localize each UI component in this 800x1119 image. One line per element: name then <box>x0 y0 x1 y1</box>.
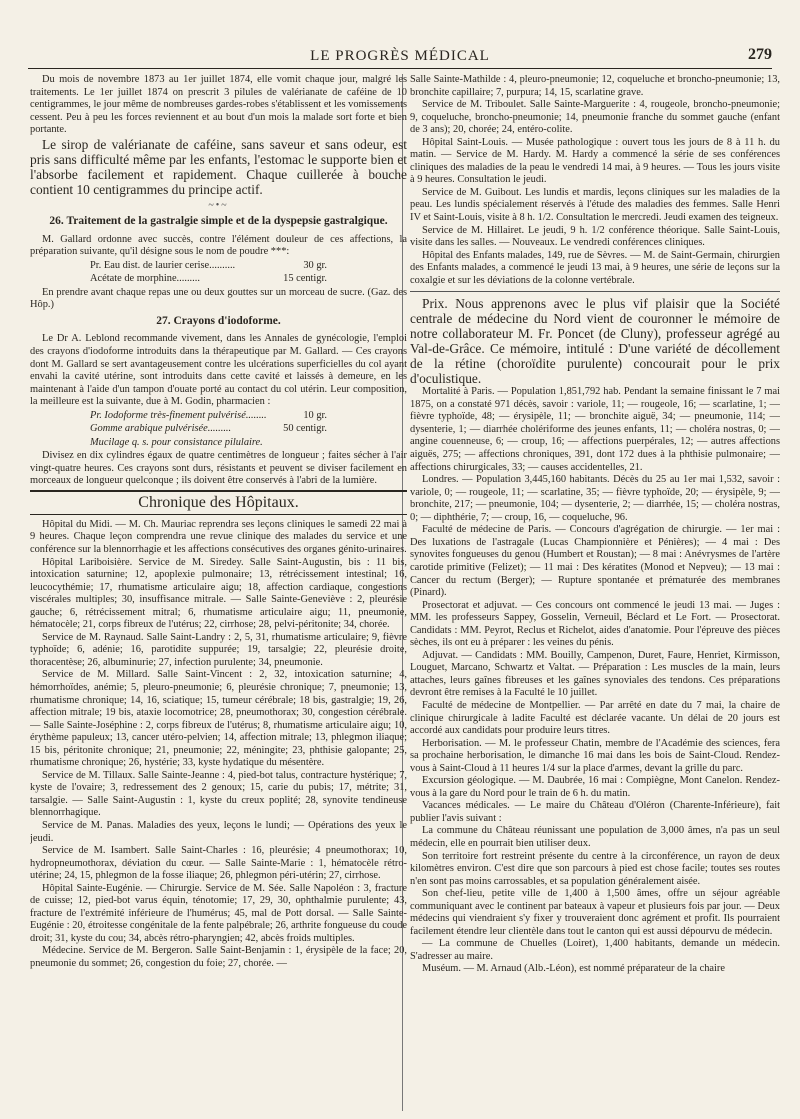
formula-ingredient: Acétate de morphine......... <box>90 273 200 285</box>
formula-line <box>90 423 407 436</box>
section-26-title: 26. Traitement de la gastralgie simple et de la dyspepsie gastralgique. <box>49 215 388 228</box>
page-number: 279 <box>748 46 772 63</box>
medical-vacancies-news: — La commune de Chuelles (Loiret), 1,400 habitants, demande un médecin. S'adresser au maire. <box>410 938 780 962</box>
faculty-paris-news: Prosectorat et adjuvat. — Ces concours ont commencé le jeudi 13 mai. — Juges : MM. les professeurs Sappey, Gosselin, Verneuil, Béclard et Le Fort. — Prosectorat. Candidats : MM. Peyrot, Reclus et Richelot, aides d'anatomie. Pour l'épreuve des pièces sèches, ils ont eu à préparer : les veines du pénis. <box>410 599 780 649</box>
formula-line <box>90 410 407 423</box>
page-header <box>28 46 772 69</box>
formula-line <box>90 273 407 286</box>
chronicle-title: Chronique des Hôpitaux. <box>30 490 407 515</box>
prize-announcement: Prix. Nous apprenons avec le plus vif plaisir que la Société centrale de médecine du Nord vient de couronner le mémoire de notre collaborateur M. Fr. Poncet (de Cluny), professeur agrégé au Val-de-Grâce. Ce mémoire, intitulé : D'une variété de décollement de la rétine (choroïdite purulente) concourait pour le prix d'oculistique. <box>410 296 780 387</box>
chronicle-paragraph: Hôpital Sainte-Eugénie. — Chirurgie. Service de M. Sée. Salle Napoléon : 3, fracture de cuisse; 12, pied-bot varus équin, ténotomie; 17, 29, 30, ophthalmie purulente; 43, fracture de l'extrémité inférieure de l'humérus; 45, mal de Pott dorsal. — Salle Sainte-Eugénie : 20, étroitesse congénitale de la fente palpébrale; 26, arthrite fongueuse du coude droit; 31, kyste du cou; 34, abcès rétro-pharyngien; 42, abcès froids multiples. <box>30 882 407 944</box>
formula-line <box>90 437 407 450</box>
section-27-title: 27. Crayons d'iodoforme. <box>156 314 281 327</box>
chronicle-paragraph: Service de M. Isambert. Salle Saint-Charles : 16, pleurésie; 4 pneumothorax; 10, hydropneumothorax, déviation du cœur. — Salle Sainte-Marie : 1, hématocèle rétro-utérine; 24, 15, phlegmon de la fosse iliaque; 26, phlegmon péri-utérin; 27, cirrhose. <box>30 845 407 882</box>
formula-ingredient: Mucilage q. s. pour consistance pilulaire. <box>90 436 263 448</box>
chronicle-paragraph: Service de M. Tillaux. Salle Sainte-Jeanne : 4, pied-bot talus, contracture hystérique; 7, kyste de l'ovaire; 3, redressement des 2 genoux; 15, carie du pubis; 17, métrite; 31, tarsalgie. — Salle Saint-Augustin : 1, kyste du creux poplité; 28, synovite tendineuse blennorrhagique. <box>30 769 407 819</box>
museum-news: Muséum. — M. Arnaud (Alb.-Léon), est nommé préparateur de la chaire <box>422 963 725 975</box>
right-column <box>410 74 780 1111</box>
medical-vacancies-news: Son chef-lieu, petite ville de 1,400 à 1,500 âmes, offre un séjour agréable communiquant avec le continent par bateaux à vapeur et plusieurs fois par jour. — Deux médecins qui viendraient s'y fixer y trouveraient donc agrément et profit. Ils pourraient facilement étendre leur clientèle dans tout le canton qui est aussi dépourvu de médecin. <box>410 888 780 937</box>
faculty-montpellier-news: Faculté de médecine de Montpellier. — Par arrêté en date du 7 mai, la chaire de clinique chirurgicale à ladite Faculté est déclarée vacante. Un délai de 20 jours est accordé aux candidats pour produire leurs titres. <box>410 699 780 737</box>
mortality-paris: Mortalité à Paris. — Population 1,851,792 hab. Pendant la semaine finissant le 7 mai 1875, on a constaté 971 décès, savoir : variole, 11; — rougeole, 16; — scarlatine, 1; — fièvre typhoïde, 48; — érysipèle, 11; — bronchite aiguë, 34; — pneumonie, 114; — dysenterie, 1; — diarrhée cholériforme des jeunes enfants, 11; — choléra nostras, 0; — angine couenneuse, 6; — croup, 16; — affections puerpérales, 12; — autres affections aiguës, 275; — affections chroniques, 391, dont 172 dues à la phthisie pulmonaire; — affections chirurgicales, 33; — causes accidentelles, 21. <box>410 386 780 473</box>
intro-paragraph: Du mois de novembre 1873 au 1er juillet 1874, elle vomit chaque jour, malgré les traitements. Le 1er juillet 1874 on prescrit 3 pilules de valérianate de caféine de 10 centigrammes, le jour même de nombreuses gardes-robes s'établissent et les vomissements cessent. Peu à peu les forces reviennent et au bout d'un mois la malade sort forte et bien portante. <box>30 74 407 136</box>
chronicle-paragraph: Hôpital du Midi. — M. Ch. Mauriac reprendra ses leçons cliniques le samedi 22 mai à 9 heures. Chaque leçon comprendra une revue clinique des malades du service et une conférence sur la blennorrhagie et les affections consécutives des organes génito-urinaires. <box>30 518 407 555</box>
section-26-usage: En prendre avant chaque repas une ou deux gouttes sur un morceau de sucre. (Gaz. des Hôp.) <box>30 286 407 311</box>
chronicle-paragraph: Médecine. Service de M. Bergeron. Salle Saint-Benjamin : 1, érysipèle de la face; 20, pneumonie du sommet; 26, congestion du foie; 27, chorée. — <box>30 945 407 970</box>
chronicle-paragraph: Hôpital Saint-Louis. — Musée pathologique : ouvert tous les jours de 8 à 11 h. du matin. — Service de M. Hardy. M. Hardy a commencé la série de ses conférences cliniques des maladies de la peau le vendredi 14 mai, à 9 heures. — Tous les jours visite à 9 heures. Consultation le jeudi. <box>410 136 780 186</box>
formula-ingredient: Gomme arabique pulvérisée......... <box>90 423 232 435</box>
chronicle-paragraph: Hôpital Lariboisière. Service de M. Siredey. Salle Saint-Augustin, bis : 11 bis, intoxication saturnine; 12, apoplexie pulmonaire; 13, rétrécissement intestinal; 16, leucocythémie; 17, rhumatisme articulaire aigu; 18, affection cardiaque, congestions viscérales multiples; 30, insuffisance mitrale. — Salle Sainte-Geneviève : 2, pleurésie gauche; 6, rétrécissement mitral; 6, rhumatisme articulaire aigu; 11, pneumonie, hématocèle; 21, corps fibreux de l'utérus; 22, cirrhose; 28, pelvi-péritonite; 34, chorée. <box>30 556 407 631</box>
chronicle-paragraph: Service de M. Triboulet. Salle Sainte-Marguerite : 4, rougeole, broncho-pneumonie; 9, coqueluche, broncho-pneumonie; 14, pneumonie franche du sommet gauche (enfant de 3 ans); 20, chorée; 24, entéro-colite. <box>410 99 780 136</box>
chronicle-paragraph: Service de M. Millard. Salle Saint-Vincent : 2, 32, intoxication saturnine; 4, hémorrhoïdes, anémie; 5, pleuro-pneumonie; 6, pleurésie chronique; 7, pneumonie; 13, rhumatisme chronique; 14, 16, sciatique; 15, tumeur cérébrale; 18 bis, gastralgie; 19, 26, affection mitrale; 19 bis, ataxie locomotrice; 28, pneumothorax; 30, congestion cérébrale. — Salle Sainte-Joséphine : 2, corps fibreux de l'utérus; 8, rhumatisme articulaire aigu; 10, érythème papuleux; 13, cancer utéro-pelvien; 14, affection mitrale; 13, phlegmon iliaque; 15 bis, péritonite chronique; 21, pneumonie; 22, méningite; 23, phthisie galopante; 25, rhumatisme chronique; 26, hystérie; 33, kyste hydatique du mésentère. <box>30 669 407 769</box>
formula-dose: 15 centigr. <box>283 273 327 285</box>
syrup-paragraph: Le sirop de valérianate de caféine, sans saveur et sans odeur, est pris sans difficulté même par les enfants, l'estomac le supporte bien et l'absorbe facilement et rapidement. Chaque cuillerée à bouche contient 10 centigrammes du principe actif. <box>30 136 407 197</box>
chronicle-paragraph: Service de M. Guibout. Les lundis et mardis, leçons cliniques sur les maladies de la peau. Les lundis spécialement réservés à l'étude des maladies des femmes. Salle Henri IV et Saint-Louis, visite à 8 h. 1/2. Consultation le mercredi. Jeudi examen des teigneux. <box>410 186 780 224</box>
formula-ingredient: Pr. Eau dist. de laurier cerise.......... <box>90 259 236 271</box>
left-column <box>30 74 407 1111</box>
formula-dose: 50 centigr. <box>283 423 327 435</box>
formula-ingredient: Pr. Iodoforme très-finement pulvérisé........ <box>90 409 267 421</box>
chronicle-paragraph: Service de M. Panas. Maladies des yeux, leçons le lundi; — Opérations des yeux le jeudi. <box>30 820 407 844</box>
chronicle-paragraph: Service de M. Hillairet. Le jeudi, 9 h. 1/2 conférence théorique. Salle Saint-Louis, visite dans les salles. — Nouveaux. Le vendredi conférences cliniques. <box>410 224 780 249</box>
medical-vacancies-news: Vacances médicales. — Le maire du Château d'Oléron (Charente-Inférieure), fait publier l'avis suivant : <box>410 800 780 824</box>
formula-line <box>90 260 407 273</box>
section-27-instructions: Divisez en dix cylindres égaux de quatre centimètres de longueur ; faites sécher à l'air vingt-quatre heures. Ces crayons sont durs, résistants et peuvent se diviser facilement en morceaux de longueur quelconque ; ils doivent être conservés à l'abri de la lumière. <box>30 450 407 487</box>
herborisation-news: Herborisation. — M. le professeur Chatin, membre de l'Académie des sciences, fera sa prochaine herborisation, le dimanche 16 mai dans les bois de Saint-Cloud. Rendez-vous à Saint-Cloud à 11 heures 1/4 sur la place d'armes, devant la grille du parc. <box>410 737 780 774</box>
formula-dose: 10 gr. <box>303 409 327 421</box>
faculty-paris-news: Faculté de médecine de Paris. — Concours d'agrégation de chirurgie. — 1er mai : Des luxations de l'astragale (Lucas Championnière et Pénières); — 4 mai : Des synovites fongueuses du genou (Humbert et Roustan); — 8 mai : Anévrysmes de l'artère carotide primitive (Felizet); — 11 mai : Des kératites (Monod et Nepveu); — 13 mai : Cancer du rectum (Berger); — Rupture spontanée et prématurée des membranes (Pinard). <box>410 524 780 599</box>
faculty-paris-news: Adjuvat. — Candidats : MM. Bouilly, Campenon, Duret, Faure, Henriet, Kirmisson, Louguet, Marcano, Schwartz et Valtat. — Préparation : Les muscles de la main, leurs attaches, leurs gaînes fibreuses et les gaînes synoviales des tendons. Ces préparations devront être remises à la Faculté le 10 juillet. <box>410 649 780 699</box>
chronicle-paragraph: Salle Sainte-Mathilde : 4, pleuro-pneumonie; 12, coqueluche et broncho-pneumonie; 13, bronchite capillaire; 7, purpura; 14, 15, scarlatine grave. <box>410 74 780 98</box>
medical-vacancies-news: La commune du Château réunissant une population de 3,000 âmes, n'a pas un seul médecin, elle en pourrait bien utiliser deux. <box>410 825 780 849</box>
journal-title: LE PROGRÈS MÉDICAL <box>310 48 490 64</box>
section-27-paragraph: Le Dr A. Leblond recommande vivement, dans les Annales de gynécologie, l'emploi des crayons d'iodoforme introduits dans la thérapeutique par M. Gallard. — Ces crayons dont M. Gallard se sert avantageusement contre les ulcérations superficielles du col ayant envahi la cavité utérine, sont introduits dans cette cavité et laissés à demeure, en les maintenant à l'aide d'un tampon d'ouate porté au contact du col utérin. Leur composition, la meilleure est la suivante, due à M. Godin, pharmacien : <box>30 333 407 408</box>
geology-excursion-news: Excursion géologique. — M. Daubrée, 16 mai : Compiègne, Mont Canelon. Rendez-vous à la gare du Nord pour le train de 6 h. du matin. <box>410 775 780 799</box>
section-26-paragraph: M. Gallard ordonne avec succès, contre l'élément douleur de ces affections, la préparation suivante, qu'il désigne sous le nom de poudre ***: <box>30 233 407 258</box>
medical-vacancies-news: Son territoire fort restreint présente du centre à la circonférence, un rayon de deux kilomètres environ. C'est dire que son parcours à pied est chose facile; toutes ses routes n'en sont pas moins carrossables, et sa population généralement aisée. <box>410 850 780 887</box>
mortality-london: Londres. — Population 3,445,160 habitants. Décès du 25 au 1er mai 1,532, savoir : variole, 0; — rougeole, 11; — scarlatine, 35; — fièvre typhoïde, 20; — érysipèle, 9; — bronchite, 217; — pneumonie, 104; — dysenterie, 2; — diarrhée, 15; — choléra nostras, 0; — diphthérie, 7; — croup, 16, — coqueluche, 96. <box>410 474 780 523</box>
chronicle-paragraph: Service de M. Raynaud. Salle Saint-Landry : 2, 5, 31, rhumatisme articulaire; 9, fièvre typhoïde; 6, adénie; 16, parotidite suppurée; 19, tarsalgie; 22, pleurésie droite, thoracentèse; 26, albuminurie; 27, infection purulente; 34, pneumonie. <box>30 631 407 668</box>
chronicle-paragraph: Hôpital des Enfants malades, 149, rue de Sèvres. — M. de Saint-Germain, chirurgien des Enfants malades, a commencé le jeudi 13 mai, à 9 heures, une série de leçons sur la coxalgie et sur les déviations de la colonne vertébrale. <box>410 249 780 286</box>
ornament-divider: ~•~ <box>208 199 229 211</box>
formula-dose: 30 gr. <box>303 259 327 271</box>
section-rule <box>410 291 780 292</box>
